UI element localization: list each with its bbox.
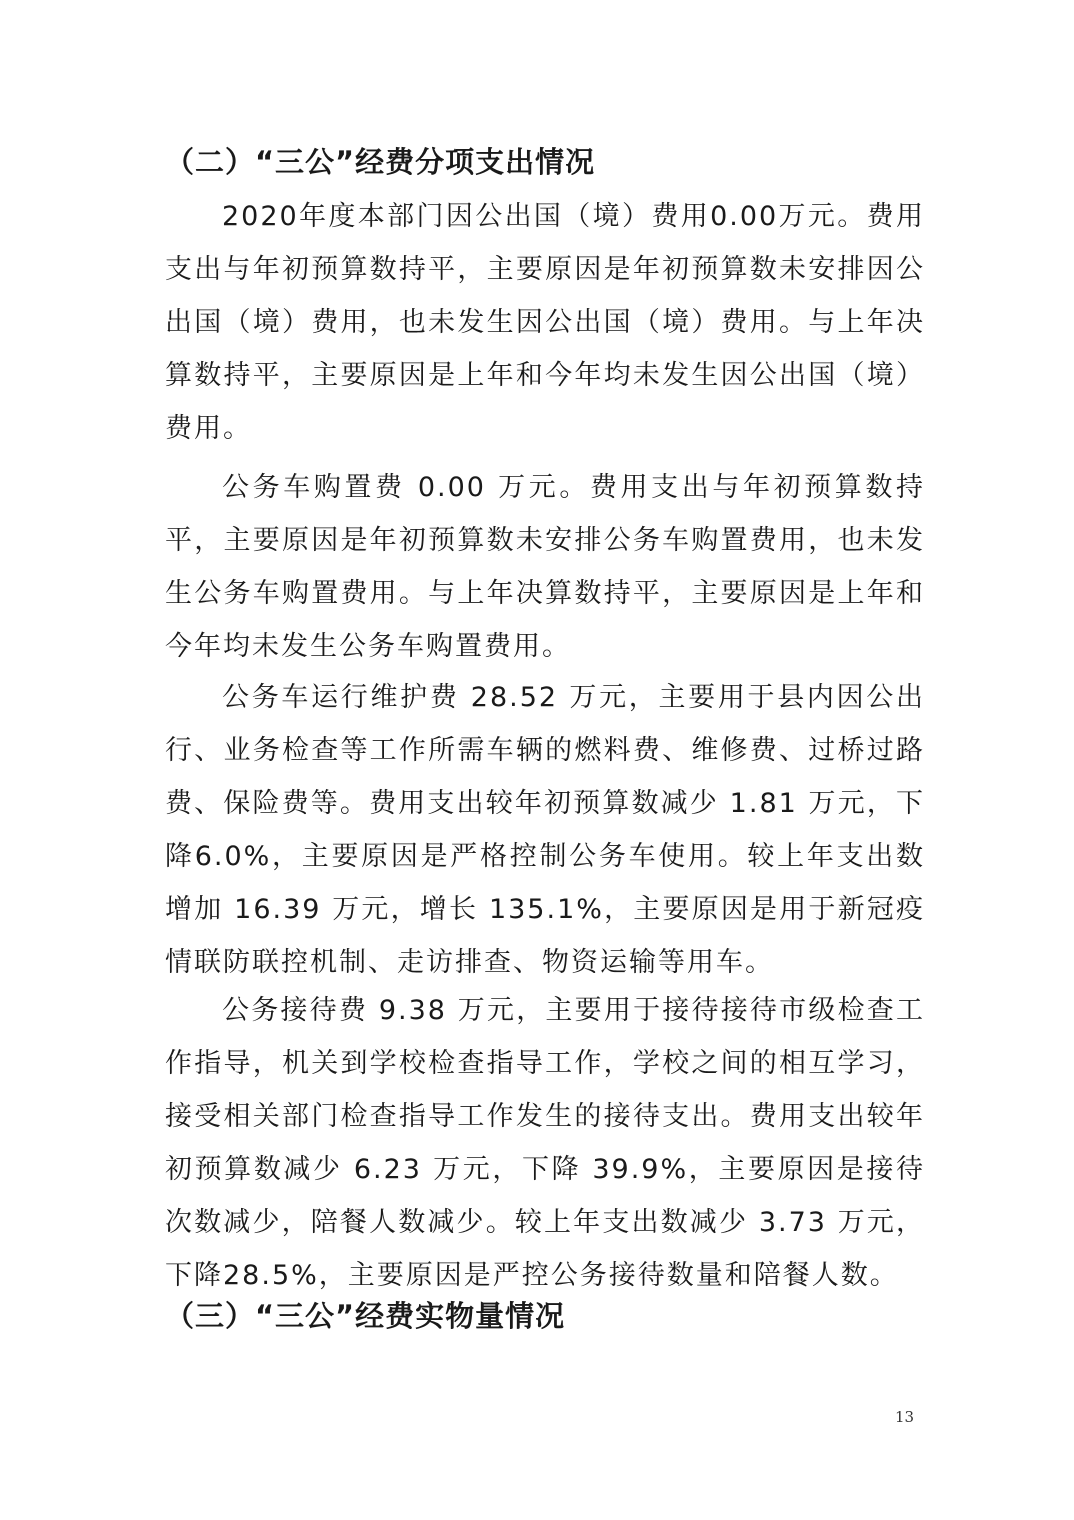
paragraph-overseas-travel: 2020年度本部门因公出国（境）费用0.00万元。费用支出与年初预算数持平，主要原因是年初预算数未安排因公出国（境）费用，也未发生因公出国（境）费用。与上年决算数持平，主要原因是上年和今年均未发生因公出国（境）费用。 bbox=[165, 201, 925, 444]
section-heading-physical-quantity: （三）“三公”经费实物量情况 bbox=[165, 1299, 566, 1333]
section-heading-expenditure-breakdown: （二）“三公”经费分项支出情况 bbox=[165, 145, 596, 179]
paragraph-vehicle-operation: 公务车运行维护费 28.52 万元，主要用于县内因公出行、业务检查等工作所需车辆的燃料费、维修费、过桥过路费、保险费等。费用支出较年初预算数减少 1.81 万元，下降6.0%，主要原因是严格控制公务车使用。较上年支出数增加 16.39 万元，增长 135.1%，主要原因是用于新冠疫情联防联控机制、走访排查、物资运输等用车。 bbox=[165, 682, 925, 978]
page-number: 13 bbox=[895, 1408, 915, 1426]
paragraph-official-reception: 公务接待费 9.38 万元，主要用于接待接待市级检查工作指导，机关到学校检查指导工作，学校之间的相互学习，接受相关部门检查指导工作发生的接待支出。费用支出较年初预算数减少 6.23 万元，下降 39.9%，主要原因是接待次数减少，陪餐人数减少。较上年支出数减少 3.73 万元，下降28.5%，主要原因是严控公务接待数量和陪餐人数。 bbox=[165, 995, 925, 1291]
paragraph-vehicle-purchase: 公务车购置费 0.00 万元。费用支出与年初预算数持平，主要原因是年初预算数未安排公务车购置费用，也未发生公务车购置费用。与上年决算数持平，主要原因是上年和今年均未发生公务车购置费用。 bbox=[165, 472, 925, 662]
